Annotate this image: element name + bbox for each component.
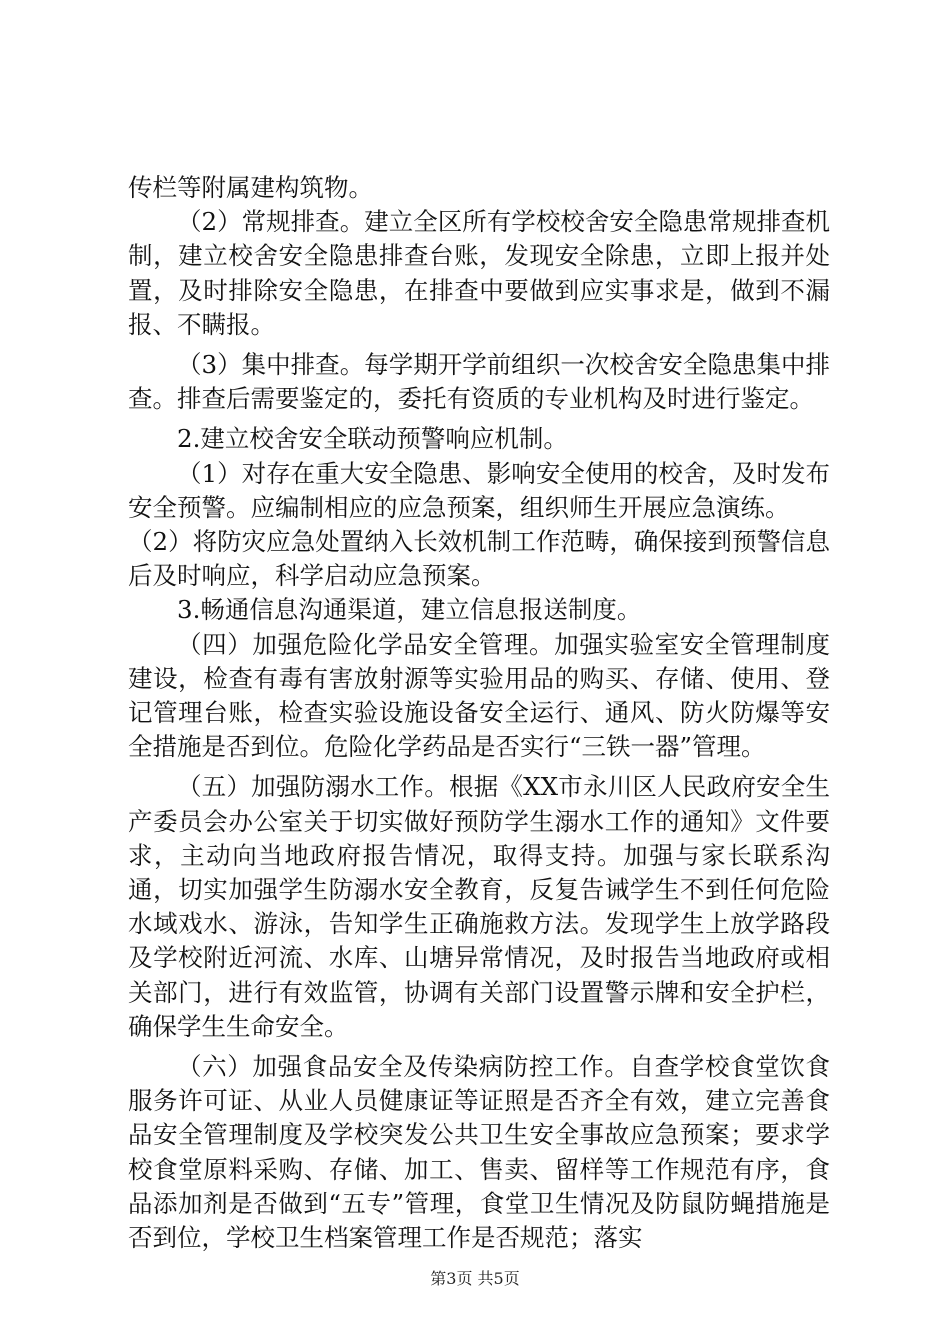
paragraph-3: （3）集中排查。每学期开学前组织一次校舍安全隐患集中排查。排查后需要鉴定的，委托有资质的专业机构及时进行鉴定。 — [128, 350, 830, 414]
paragraph-5: （1）对存在重大安全隐患、影响安全使用的校舍，及时发布安全预警。应编制相应的应急预案，组织师生开展应急演练。 — [128, 458, 830, 522]
paragraph-6: （2）将防灾应急处置纳入长效机制工作范畴，确保接到预警信息后及时响应，科学启动应急预案。 — [128, 527, 830, 591]
paragraph-9: （五）加强防溺水工作。根据《XX市永川区人民政府安全生产委员会办公室关于切实做好预防学生溺水工作的通知》文件要求，主动向当地政府报告情况，取得支持。加强与家长联系沟通，切实加强学生防溺水安全教育，反复告诫学生不到任何危险水域戏水、游泳，告知学生正确施救方法。发现学生上放学路段及学校附近河流、水库、山塘异常情况，及时报告当地政府或相关部门，进行有效监管，协调有关部门设置警示牌和安全护栏，确保学生生命安全。 — [128, 772, 830, 1041]
paragraph-10: （六）加强食品安全及传染病防控工作。自查学校食堂饮食服务许可证、从业人员健康证等证照是否齐全有效，建立完善食品安全管理制度及学校突发公共卫生安全事故应急预案；要求学校食堂原料采购、存储、加工、售卖、留样等工作规范有序，食品添加剂是否做到“五专”管理，食堂卫生情况及防鼠防蝇措施是否到位，学校卫生档案管理工作是否规范；落实 — [128, 1052, 830, 1253]
document-body — [128, 171, 830, 1255]
paragraph-4: 2.建立校舍安全联动预警响应机制。 — [177, 424, 568, 454]
paragraph-1: 传栏等附属建构筑物。 — [128, 173, 373, 202]
paragraph-2: （2）常规排查。建立全区所有学校校舍安全隐患常规排查机制，建立校舍安全隐患排查台账，发现安全除患，立即上报并处置，及时排除安全隐患，在排查中要做到应实事求是，做到不漏报、不瞒报。 — [128, 207, 830, 339]
page-number-footer: 第3页 共5页 — [430, 1269, 520, 1288]
paragraph-7: 3.畅通信息沟通渠道，建立信息报送制度。 — [177, 595, 642, 625]
paragraph-8: （四）加强危险化学品安全管理。加强实验室安全管理制度建设，检查有毒有害放射源等实验用品的购买、存储、使用、登记管理台账，检查实验设施设备安全运行、通风、防火防爆等安全措施是否到位。危险化学药品是否实行“三铁一器”管理。 — [128, 629, 830, 762]
